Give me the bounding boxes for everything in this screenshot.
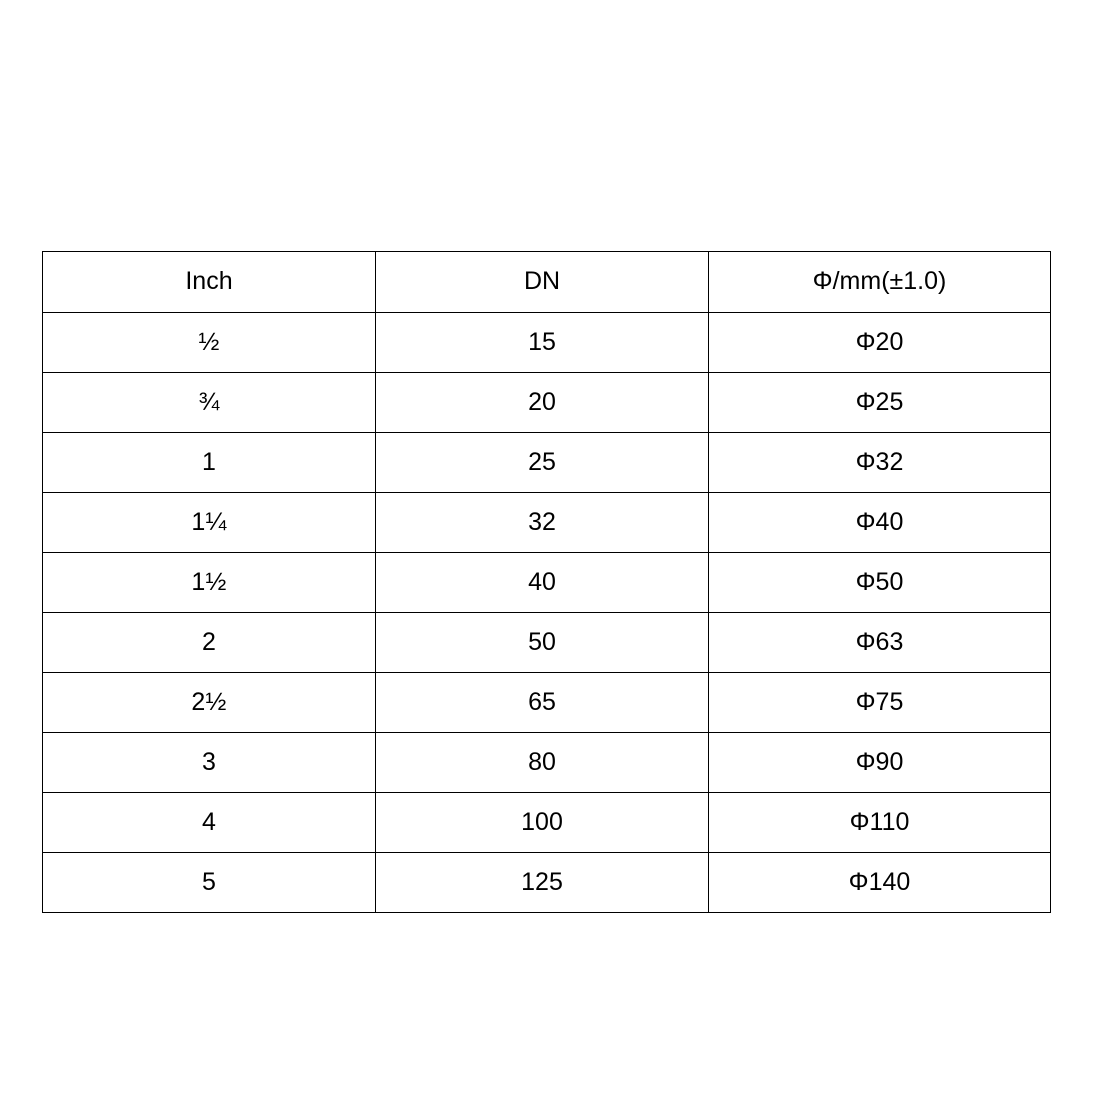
cell-dn: 15 [376, 313, 709, 373]
table-header-row [43, 252, 1051, 313]
table-row [43, 553, 1051, 613]
table-row [43, 433, 1051, 493]
cell-inch: 2½ [43, 673, 376, 733]
cell-inch: ½ [43, 313, 376, 373]
cell-inch: 1¼ [43, 493, 376, 553]
cell-inch: 2 [43, 613, 376, 673]
cell-inch: 4 [43, 793, 376, 853]
cell-phi: Φ110 [709, 793, 1051, 853]
cell-inch: ¾ [43, 373, 376, 433]
table-row [43, 493, 1051, 553]
cell-dn: 40 [376, 553, 709, 613]
table-row [43, 313, 1051, 373]
cell-inch: 5 [43, 853, 376, 913]
table-body [43, 313, 1051, 913]
column-header-dn: DN [376, 252, 709, 313]
column-header-inch: Inch [43, 252, 376, 313]
cell-phi: Φ75 [709, 673, 1051, 733]
table-row [43, 673, 1051, 733]
cell-phi: Φ40 [709, 493, 1051, 553]
cell-phi: Φ50 [709, 553, 1051, 613]
cell-dn: 25 [376, 433, 709, 493]
cell-phi: Φ32 [709, 433, 1051, 493]
cell-phi: Φ140 [709, 853, 1051, 913]
cell-dn: 20 [376, 373, 709, 433]
cell-dn: 80 [376, 733, 709, 793]
pipe-size-table [42, 251, 1051, 913]
cell-phi: Φ25 [709, 373, 1051, 433]
cell-dn: 65 [376, 673, 709, 733]
cell-inch: 3 [43, 733, 376, 793]
cell-dn: 32 [376, 493, 709, 553]
table-row [43, 733, 1051, 793]
table-row [43, 793, 1051, 853]
cell-phi: Φ90 [709, 733, 1051, 793]
table-row [43, 613, 1051, 673]
cell-dn: 125 [376, 853, 709, 913]
cell-inch: 1½ [43, 553, 376, 613]
column-header-phi: Φ/mm(±1.0) [709, 252, 1051, 313]
table-row [43, 373, 1051, 433]
cell-phi: Φ63 [709, 613, 1051, 673]
cell-phi: Φ20 [709, 313, 1051, 373]
cell-dn: 50 [376, 613, 709, 673]
table-row [43, 853, 1051, 913]
cell-dn: 100 [376, 793, 709, 853]
cell-inch: 1 [43, 433, 376, 493]
